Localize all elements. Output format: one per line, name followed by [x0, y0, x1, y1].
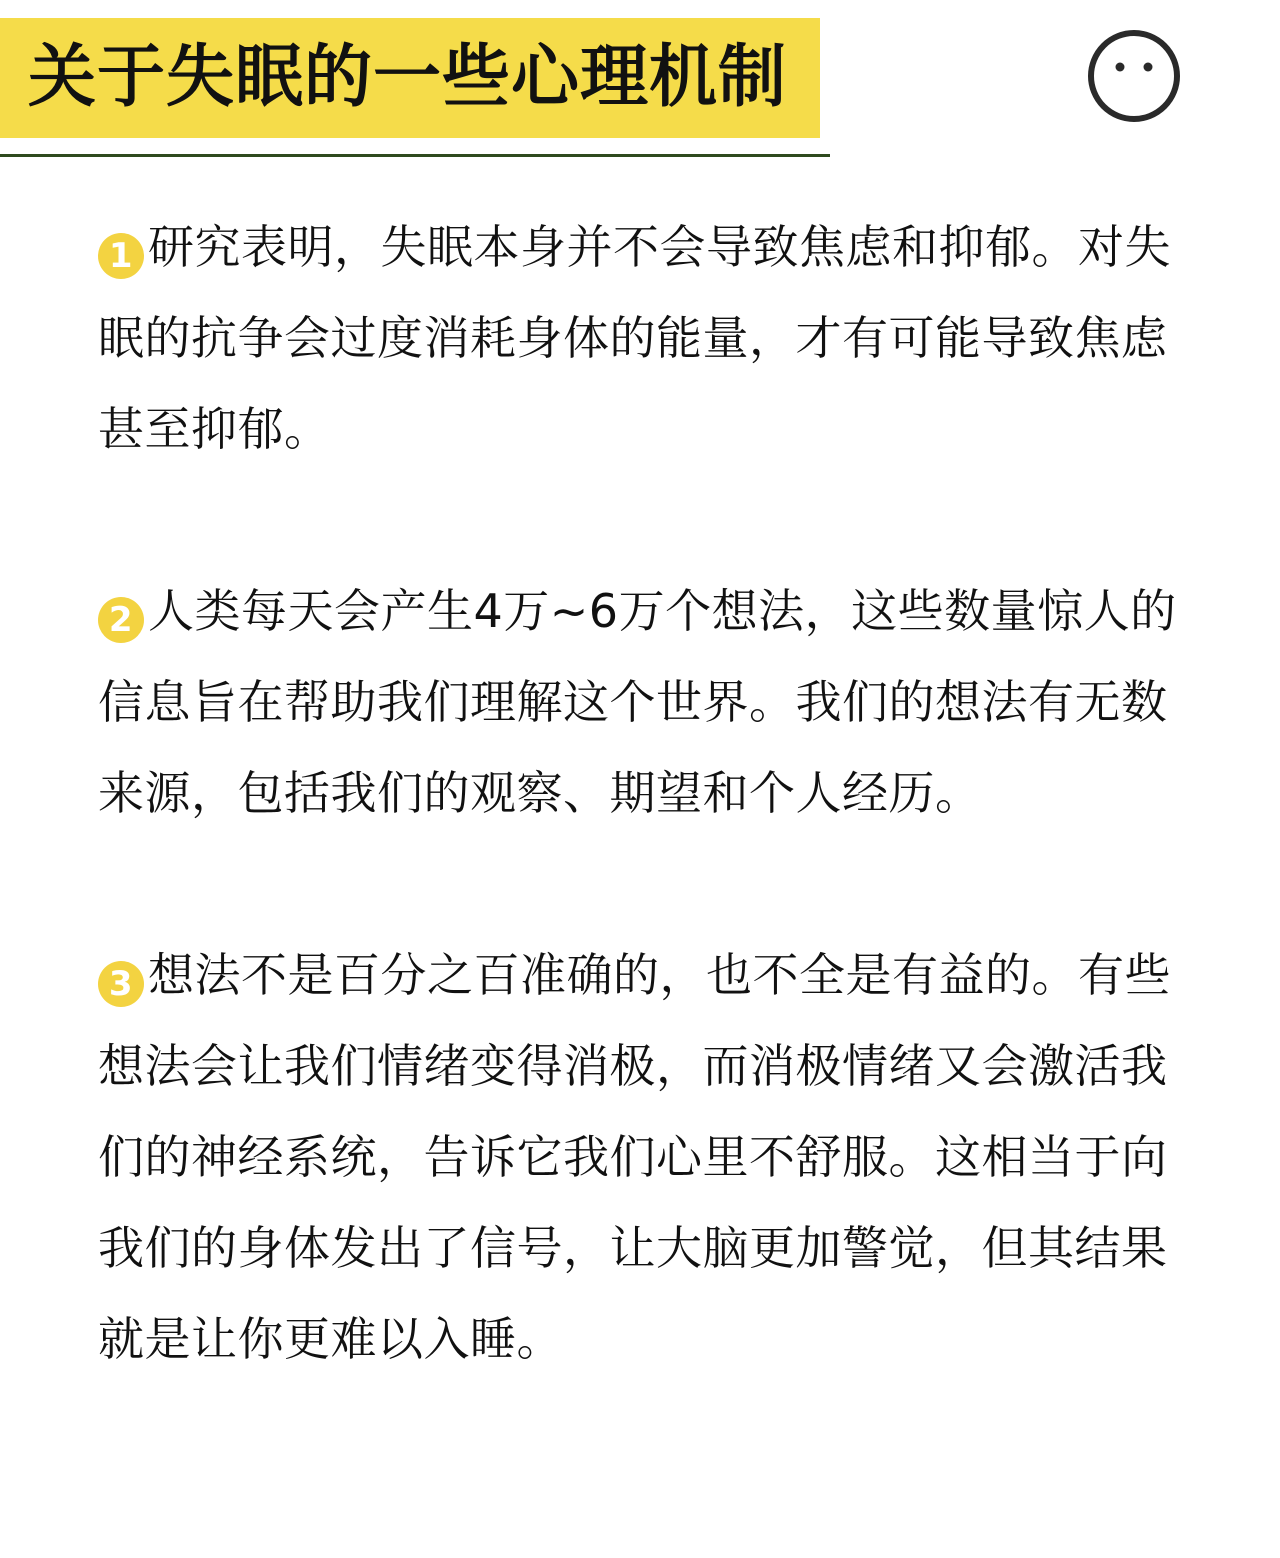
title-underline	[0, 154, 830, 157]
section-1	[98, 202, 1198, 475]
number-badge-1: 1	[98, 233, 144, 279]
section-2	[98, 566, 1198, 839]
number-badge-3: 3	[98, 961, 144, 1007]
page-title: 关于失眠的一些心理机制	[28, 38, 788, 117]
section-3-text: 想法不是百分之百准确的，也不全是有益的。有些想法会让我们情绪变得消极，而消极情绪又会激活我们的神经系统，告诉它我们心里不舒服。这相当于向我们的身体发出了信号，让大脑更加警觉，但其结果就是让你更难以入睡。	[98, 948, 1171, 1366]
section-1-text: 研究表明，失眠本身并不会导致焦虑和抑郁。对失眠的抗争会过度消耗身体的能量，才有可能导致焦虑甚至抑郁。	[98, 220, 1171, 456]
article-body	[98, 202, 1198, 1385]
number-badge-2: 2	[98, 597, 144, 643]
face-icon	[1086, 28, 1182, 124]
section-3	[98, 930, 1198, 1385]
title-banner	[0, 18, 820, 138]
section-2-text: 人类每天会产生4万~6万个想法，这些数量惊人的信息旨在帮助我们理解这个世界。我们的想法有无数来源，包括我们的观察、期望和个人经历。	[98, 584, 1177, 820]
